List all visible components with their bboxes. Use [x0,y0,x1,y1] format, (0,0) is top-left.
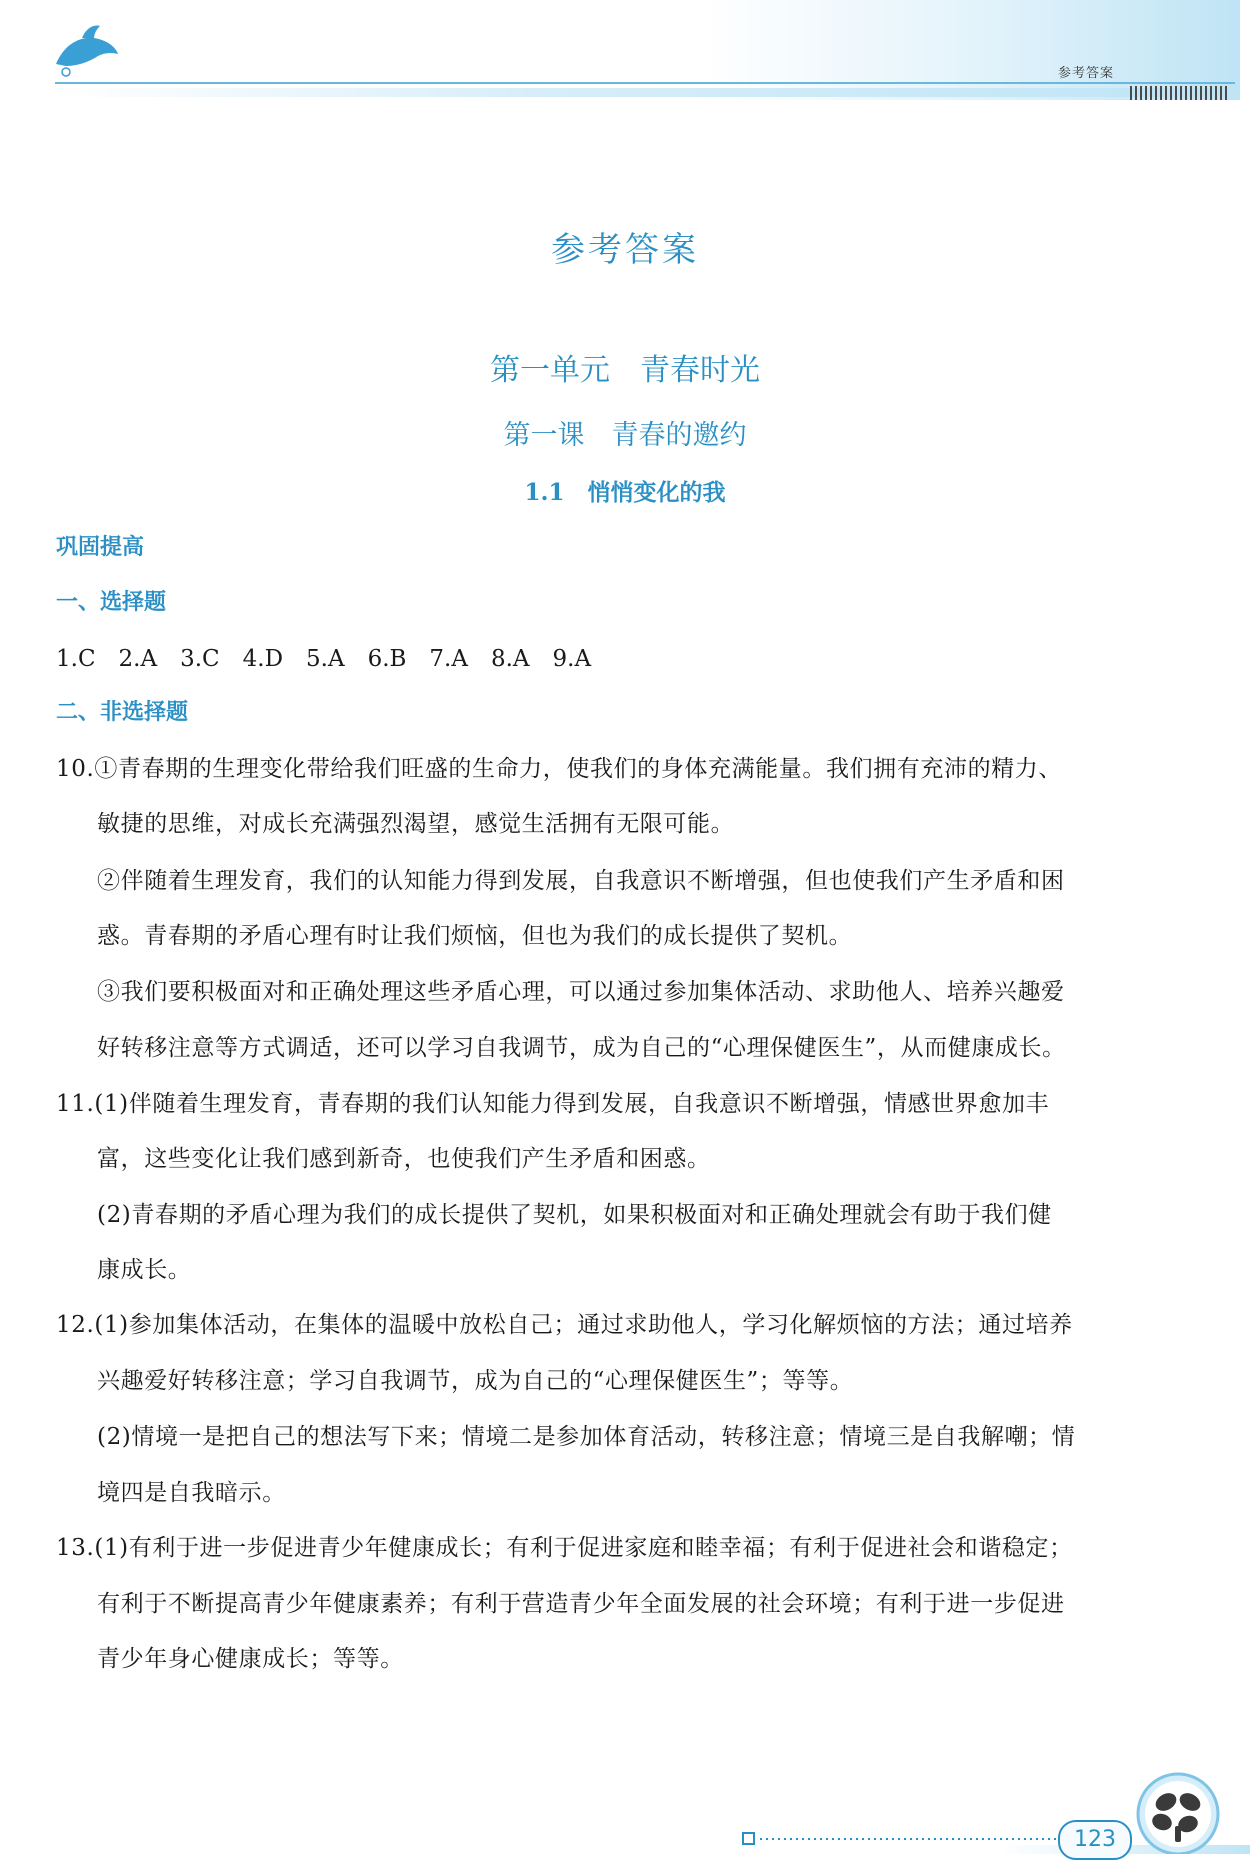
footer-square-icon [742,1832,755,1845]
part1-heading: 一、选择题 [56,590,167,615]
lesson-title: 第一课 青春的邀约 [503,420,747,451]
answer-line: 有利于不断提高青少年健康素养；有利于营造青少年全面发展的社会环境；有利于进一步促进 [97,1591,1065,1617]
page-title: 参考答案 [551,230,699,270]
answer-line: 10.①青春期的生理变化带给我们旺盛的生命力，使我们的身体充满能量。我们拥有充沛的精力、 [56,756,1062,782]
section-title: 1.1 悄悄变化的我 [524,479,726,506]
answer-line: 惑。青春期的矛盾心理有时让我们烦恼，但也为我们的成长提供了契机。 [97,923,853,949]
answer-line: ②伴随着生理发育，我们的认知能力得到发展，自我意识不断增强，但也使我们产生矛盾和困 [97,868,1065,894]
header-rule-band [55,88,1235,97]
answer-line: 11.(1)伴随着生理发育，青春期的我们认知能力得到发展，自我意识不断增强，情感世界愈加丰 [56,1091,1050,1117]
answer-line: 富，这些变化让我们感到新奇，也使我们产生矛盾和困惑。 [97,1146,711,1172]
answer-line: 兴趣爱好转移注意；学习自我调节，成为自己的“心理保健医生”；等等。 [97,1368,854,1394]
answer-line: (2)青春期的矛盾心理为我们的成长提供了契机，如果积极面对和正确处理就会有助于我们健 [97,1202,1052,1228]
dolphin-logo-icon [52,20,122,80]
answer-line: 青少年身心健康成长；等等。 [97,1646,404,1672]
answer-line: ③我们要积极面对和正确处理这些矛盾心理，可以通过参加集体活动、求助他人、培养兴趣爱 [97,979,1065,1005]
answer-line: 境四是自我暗示。 [97,1480,286,1506]
answer-line: 12.(1)参加集体活动，在集体的温暖中放松自己；通过求助他人，学习化解烦恼的方法；通过培养 [56,1312,1073,1338]
footer-dotted-rule [760,1838,1060,1840]
practice-heading: 巩固提高 [56,535,145,560]
page-number: 123 [1058,1820,1132,1860]
answer-line: 敏捷的思维，对成长充满强烈渴望，感觉生活拥有无限可能。 [97,811,735,837]
flower-ornament-icon [1128,1768,1228,1854]
header-ticks [1130,86,1230,100]
header-band [52,0,1240,100]
answer-line: 康成长。 [97,1257,192,1283]
running-head: 参考答案 [1058,66,1115,81]
part2-heading: 二、非选择题 [56,700,189,725]
unit-title: 第一单元 青春时光 [490,353,760,388]
mc-answers: 1.C 2.A 3.C 4.D 5.A 6.B 7.A 8.A 9.A [56,646,592,672]
answer-line: 13.(1)有利于进一步促进青少年健康成长；有利于促进家庭和睦幸福；有利于促进社会和谐稳定； [56,1535,1073,1561]
header-rule [55,82,1235,84]
answer-line: (2)情境一是把自己的想法写下来；情境二是参加体育活动，转移注意；情境三是自我解嘲；情 [97,1424,1076,1450]
answer-line: 好转移注意等方式调适，还可以学习自我调节，成为自己的“心理保健医生”，从而健康成长。 [97,1035,1066,1061]
